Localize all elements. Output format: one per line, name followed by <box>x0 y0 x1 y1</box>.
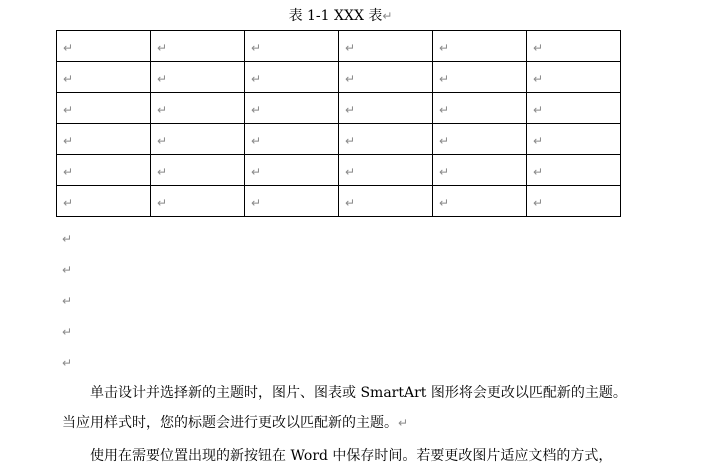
paragraph-mark-icon: ↵ <box>62 356 73 370</box>
paragraph-mark-icon: ↵ <box>63 102 74 117</box>
table-cell[interactable] <box>151 31 245 62</box>
table-cell[interactable] <box>433 31 527 62</box>
paragraph-mark-icon: ↵ <box>157 71 168 86</box>
paragraph-mark-icon: ↵ <box>157 102 168 117</box>
table-cell[interactable] <box>433 186 527 217</box>
paragraph-mark-icon: ↵ <box>251 102 262 117</box>
table-cell[interactable] <box>339 93 433 124</box>
table-row <box>57 186 621 217</box>
table-cell[interactable] <box>151 62 245 93</box>
table-cell[interactable] <box>151 93 245 124</box>
paragraph-mark-icon: ↵ <box>63 133 74 148</box>
paragraph-mark-icon: ↵ <box>382 9 393 23</box>
table-cell[interactable] <box>57 186 151 217</box>
paragraph-mark-icon: ↵ <box>251 195 262 210</box>
paragraph-mark-icon: ↵ <box>251 71 262 86</box>
paragraph-mark-icon: ↵ <box>63 71 74 86</box>
paragraph-mark-icon: ↵ <box>345 133 356 148</box>
paragraph-mark-icon: ↵ <box>63 195 74 210</box>
paragraph-mark-icon: ↵ <box>533 133 544 148</box>
table-cell[interactable] <box>151 155 245 186</box>
table-caption <box>0 6 681 26</box>
paragraph-mark-icon: ↵ <box>533 195 544 210</box>
table-cell[interactable] <box>151 186 245 217</box>
table-cell[interactable] <box>57 155 151 186</box>
paragraph-mark-icon: ↵ <box>157 195 168 210</box>
empty-paragraph[interactable] <box>62 352 72 372</box>
table-cell[interactable] <box>433 124 527 155</box>
table-row <box>57 31 621 62</box>
document-table[interactable] <box>56 30 621 217</box>
table-cell[interactable] <box>245 124 339 155</box>
paragraph-mark-icon: ↵ <box>251 40 262 55</box>
body-paragraph-1-line-1[interactable] <box>62 383 652 403</box>
paragraph-mark-icon: ↵ <box>251 164 262 179</box>
table-cell[interactable] <box>339 124 433 155</box>
paragraph-mark-icon: ↵ <box>345 40 356 55</box>
paragraph-mark-icon: ↵ <box>533 71 544 86</box>
paragraph-mark-icon: ↵ <box>62 232 73 246</box>
table-cell[interactable] <box>245 155 339 186</box>
table-cell[interactable] <box>433 155 527 186</box>
paragraph-mark-icon: ↵ <box>533 102 544 117</box>
paragraph-mark-icon: ↵ <box>345 102 356 117</box>
paragraph-mark-icon: ↵ <box>345 195 356 210</box>
table-cell[interactable] <box>57 31 151 62</box>
paragraph-mark-icon: ↵ <box>439 133 450 148</box>
paragraph-mark-icon: ↵ <box>533 164 544 179</box>
paragraph-mark-icon: ↵ <box>157 164 168 179</box>
table-row <box>57 62 621 93</box>
paragraph-mark-icon: ↵ <box>157 40 168 55</box>
table-cell[interactable] <box>527 124 621 155</box>
table-cell[interactable] <box>57 124 151 155</box>
table-cell[interactable] <box>433 62 527 93</box>
paragraph-mark-icon: ↵ <box>439 71 450 86</box>
table-cell[interactable] <box>245 31 339 62</box>
paragraph-mark-icon: ↵ <box>439 40 450 55</box>
table-cell[interactable] <box>339 186 433 217</box>
table-cell[interactable] <box>527 186 621 217</box>
paragraph-mark-icon: ↵ <box>63 40 74 55</box>
table-cell[interactable] <box>245 62 339 93</box>
table-cell[interactable] <box>151 124 245 155</box>
table-row <box>57 155 621 186</box>
table-cell[interactable] <box>339 155 433 186</box>
table-cell[interactable] <box>245 93 339 124</box>
paragraph-mark-icon: ↵ <box>157 133 168 148</box>
table-cell[interactable] <box>527 93 621 124</box>
paragraph-mark-icon: ↵ <box>345 71 356 86</box>
paragraph-mark-icon: ↵ <box>345 164 356 179</box>
table-cell[interactable] <box>245 186 339 217</box>
table-row <box>57 93 621 124</box>
body-paragraph-2-line-1[interactable] <box>62 446 652 466</box>
paragraph-mark-icon: ↵ <box>63 164 74 179</box>
table-cell[interactable] <box>57 62 151 93</box>
paragraph-mark-icon: ↵ <box>62 325 73 339</box>
table-cell[interactable] <box>339 62 433 93</box>
table-cell[interactable] <box>527 31 621 62</box>
table-row <box>57 124 621 155</box>
table-cell[interactable] <box>433 93 527 124</box>
caption-text: 表 1-1 XXX 表 <box>288 8 383 24</box>
body-text: 使用在需要位置出现的新按钮在 Word 中保存时间。若要更改图片适应文档的方式， <box>62 448 613 464</box>
table-cell[interactable] <box>527 62 621 93</box>
paragraph-mark-icon: ↵ <box>251 133 262 148</box>
body-text: 当应用样式时，您的标题会进行更改以匹配新的主题。 <box>62 415 398 431</box>
paragraph-mark-icon: ↵ <box>62 294 73 308</box>
empty-paragraph[interactable] <box>62 259 72 279</box>
body-paragraph-1-line-2[interactable] <box>62 413 652 433</box>
empty-paragraph[interactable] <box>62 321 72 341</box>
paragraph-mark-icon: ↵ <box>533 40 544 55</box>
paragraph-mark-icon: ↵ <box>62 263 73 277</box>
paragraph-mark-icon: ↵ <box>439 164 450 179</box>
body-text: 单击设计并选择新的主题时，图片、图表或 SmartArt 图形将会更改以匹配新的主题。 <box>62 385 627 401</box>
table-cell[interactable] <box>339 31 433 62</box>
empty-paragraph[interactable] <box>62 228 72 248</box>
table-cell[interactable] <box>57 93 151 124</box>
table-cell[interactable] <box>527 155 621 186</box>
paragraph-mark-icon: ↵ <box>439 195 450 210</box>
paragraph-mark-icon: ↵ <box>439 102 450 117</box>
empty-paragraph[interactable] <box>62 290 72 310</box>
paragraph-mark-icon: ↵ <box>398 416 409 430</box>
